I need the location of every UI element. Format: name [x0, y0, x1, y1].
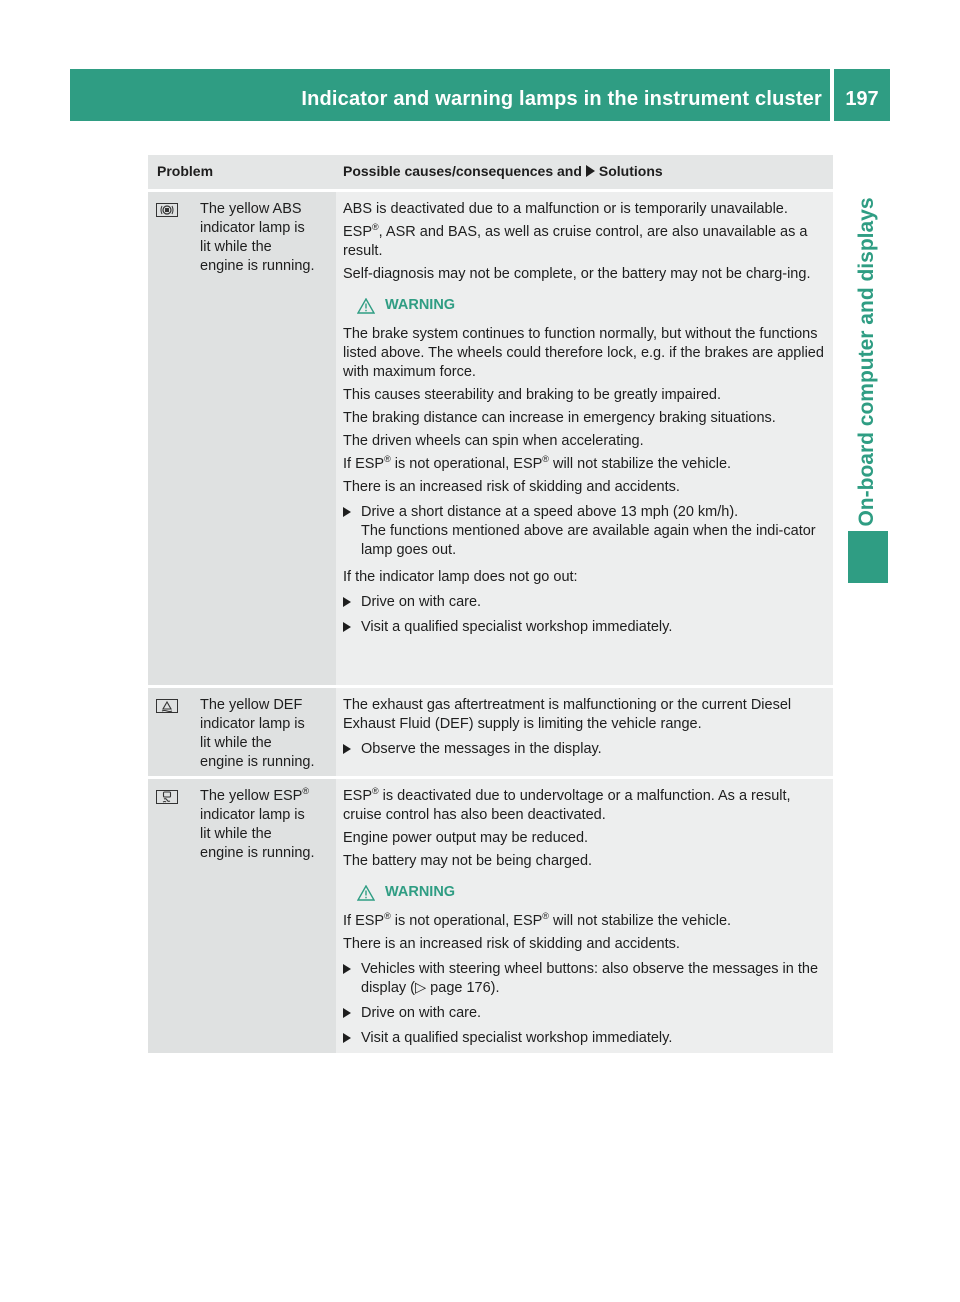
- warning-label: WARNING: [385, 297, 456, 313]
- solution-cell: [336, 192, 833, 685]
- text: ESP: [343, 788, 373, 804]
- text: If ESP: [343, 913, 385, 929]
- problem-text: [200, 200, 314, 671]
- registered-mark: ®: [384, 454, 391, 465]
- problem-line: lit while the: [200, 239, 272, 255]
- problem-cell: [148, 192, 336, 685]
- warning-triangle-icon: [357, 885, 375, 901]
- instruction-item: [343, 960, 827, 998]
- text: will not stabilize the vehicle.: [548, 913, 732, 929]
- column-header-problem: Problem: [157, 163, 214, 179]
- paragraph: The driven wheels can spin when accelerating.: [343, 433, 644, 449]
- instruction-item: [343, 740, 827, 759]
- page-number: 197: [834, 69, 890, 121]
- instruction-text: Drive on with care.: [361, 1005, 482, 1021]
- instruction-result: The functions mentioned above are available again when the indi-cator lamp goes out.: [361, 523, 816, 558]
- solution-cell: [336, 688, 833, 776]
- instruction-text: Visit a qualified specialist workshop immediately.: [361, 1030, 673, 1046]
- problem-line: engine is running.: [200, 754, 315, 770]
- bullet-arrow-icon: [343, 622, 351, 632]
- paragraph: The exhaust gas aftertreatment is malfunctioning or the current Diesel Exhaust Fluid (DEF) supply is limiting the vehicle range.: [343, 697, 792, 732]
- problem-line: The yellow DEF: [200, 697, 303, 713]
- column-header-solutions-b: Solutions: [598, 163, 663, 179]
- text: is deactivated due to undervoltage or a malfunction. As a result, cruise control has also been deactivated.: [343, 788, 791, 823]
- text: , ASR and BAS, as well as cruise control, are also unavailable as a result.: [343, 224, 808, 259]
- paragraph: The brake system continues to function normally, but without the functions listed above. The wheels could therefore lock, e.g. if the brakes are applied with maximum force.: [343, 326, 824, 380]
- instruction-text: Drive a short distance at a speed above 13 mph (20 km/h).: [361, 504, 739, 520]
- paragraph: [343, 787, 827, 825]
- paragraph: [343, 912, 827, 931]
- problem-line: indicator lamp is: [200, 716, 305, 732]
- warning-triangle-icon: [357, 298, 375, 314]
- esp-indicator-icon: [156, 790, 178, 804]
- problem-line: engine is running.: [200, 258, 315, 274]
- paragraph: [343, 455, 827, 474]
- paragraph: There is an increased risk of skidding and accidents.: [343, 479, 680, 495]
- problem-cell: [148, 779, 336, 1053]
- instruction-item: [343, 503, 827, 560]
- registered-mark: ®: [384, 911, 391, 922]
- instruction-text: Drive on with care.: [361, 594, 482, 610]
- problem-text: [200, 787, 314, 1039]
- paragraph: ABS is deactivated due to a malfunction or is temporarily unavailable.: [343, 201, 788, 217]
- arrow-right-icon: [586, 165, 595, 177]
- table-row: [148, 776, 833, 1053]
- table-row: [148, 189, 833, 685]
- problem-line: The yellow ABS: [200, 201, 302, 217]
- instruction-item: [343, 593, 827, 612]
- bullet-arrow-icon: [343, 1008, 351, 1018]
- page-reference-icon: ▷: [415, 980, 427, 996]
- paragraph: Engine power output may be reduced.: [343, 830, 589, 846]
- bullet-arrow-icon: [343, 507, 351, 517]
- indicator-table: [148, 155, 833, 1053]
- problem-line: lit while the: [200, 735, 272, 751]
- warning-label: WARNING: [385, 884, 456, 900]
- bullet-arrow-icon: [343, 964, 351, 974]
- abs-indicator-icon: [156, 203, 178, 217]
- def-indicator-icon: [156, 699, 178, 713]
- paragraph: [343, 223, 827, 261]
- instruction-item: [343, 618, 827, 637]
- problem-line: lit while the: [200, 826, 272, 842]
- table-row: [148, 685, 833, 776]
- paragraph: The braking distance can increase in emergency braking situations.: [343, 410, 776, 426]
- registered-mark: ®: [372, 222, 379, 233]
- problem-line: indicator lamp is: [200, 807, 305, 823]
- text: If ESP: [343, 456, 385, 472]
- page-title: Indicator and warning lamps in the instrument cluster: [301, 88, 822, 110]
- bullet-arrow-icon: [343, 744, 351, 754]
- column-header-solutions: [336, 155, 833, 189]
- bullet-arrow-icon: [343, 1033, 351, 1043]
- problem-line: [200, 787, 314, 806]
- instruction-item: [343, 1004, 827, 1023]
- paragraph: There is an increased risk of skidding and accidents.: [343, 936, 680, 952]
- paragraph: This causes steerability and braking to be greatly impaired.: [343, 387, 721, 403]
- warning-heading: [357, 883, 827, 902]
- registered-mark: ®: [542, 911, 549, 922]
- problem-line: indicator lamp is: [200, 220, 305, 236]
- text: is not operational, ESP: [390, 913, 543, 929]
- paragraph: The battery may not be being charged.: [343, 853, 593, 869]
- table-header: [148, 155, 833, 189]
- page-reference[interactable]: page 176).: [426, 980, 500, 996]
- registered-mark: ®: [302, 786, 309, 797]
- registered-mark: ®: [372, 786, 379, 797]
- text: ESP: [343, 224, 373, 240]
- warning-heading: [357, 296, 827, 315]
- side-tab-marker: [848, 531, 888, 583]
- problem-cell: [148, 688, 336, 776]
- instruction-text: Observe the messages in the display.: [361, 741, 602, 757]
- instruction-text: Vehicles with steering wheel buttons: also observe the messages in the display (: [361, 961, 819, 996]
- side-tab-label: On-board computer and displays: [855, 197, 878, 527]
- column-header-solutions-a: Possible causes/consequences and: [343, 163, 582, 179]
- paragraph: Self-diagnosis may not be complete, or the battery may not be charg-ing.: [343, 266, 811, 282]
- bullet-arrow-icon: [343, 597, 351, 607]
- text: The yellow ESP: [200, 788, 303, 804]
- text: is not operational, ESP: [390, 456, 543, 472]
- instruction-text: Visit a qualified specialist workshop immediately.: [361, 619, 673, 635]
- solution-cell: [336, 779, 833, 1053]
- text: will not stabilize the vehicle.: [548, 456, 732, 472]
- problem-line: engine is running.: [200, 845, 315, 861]
- problem-text: [200, 696, 315, 770]
- instruction-item: [343, 1029, 827, 1048]
- paragraph: If the indicator lamp does not go out:: [343, 569, 578, 585]
- registered-mark: ®: [542, 454, 549, 465]
